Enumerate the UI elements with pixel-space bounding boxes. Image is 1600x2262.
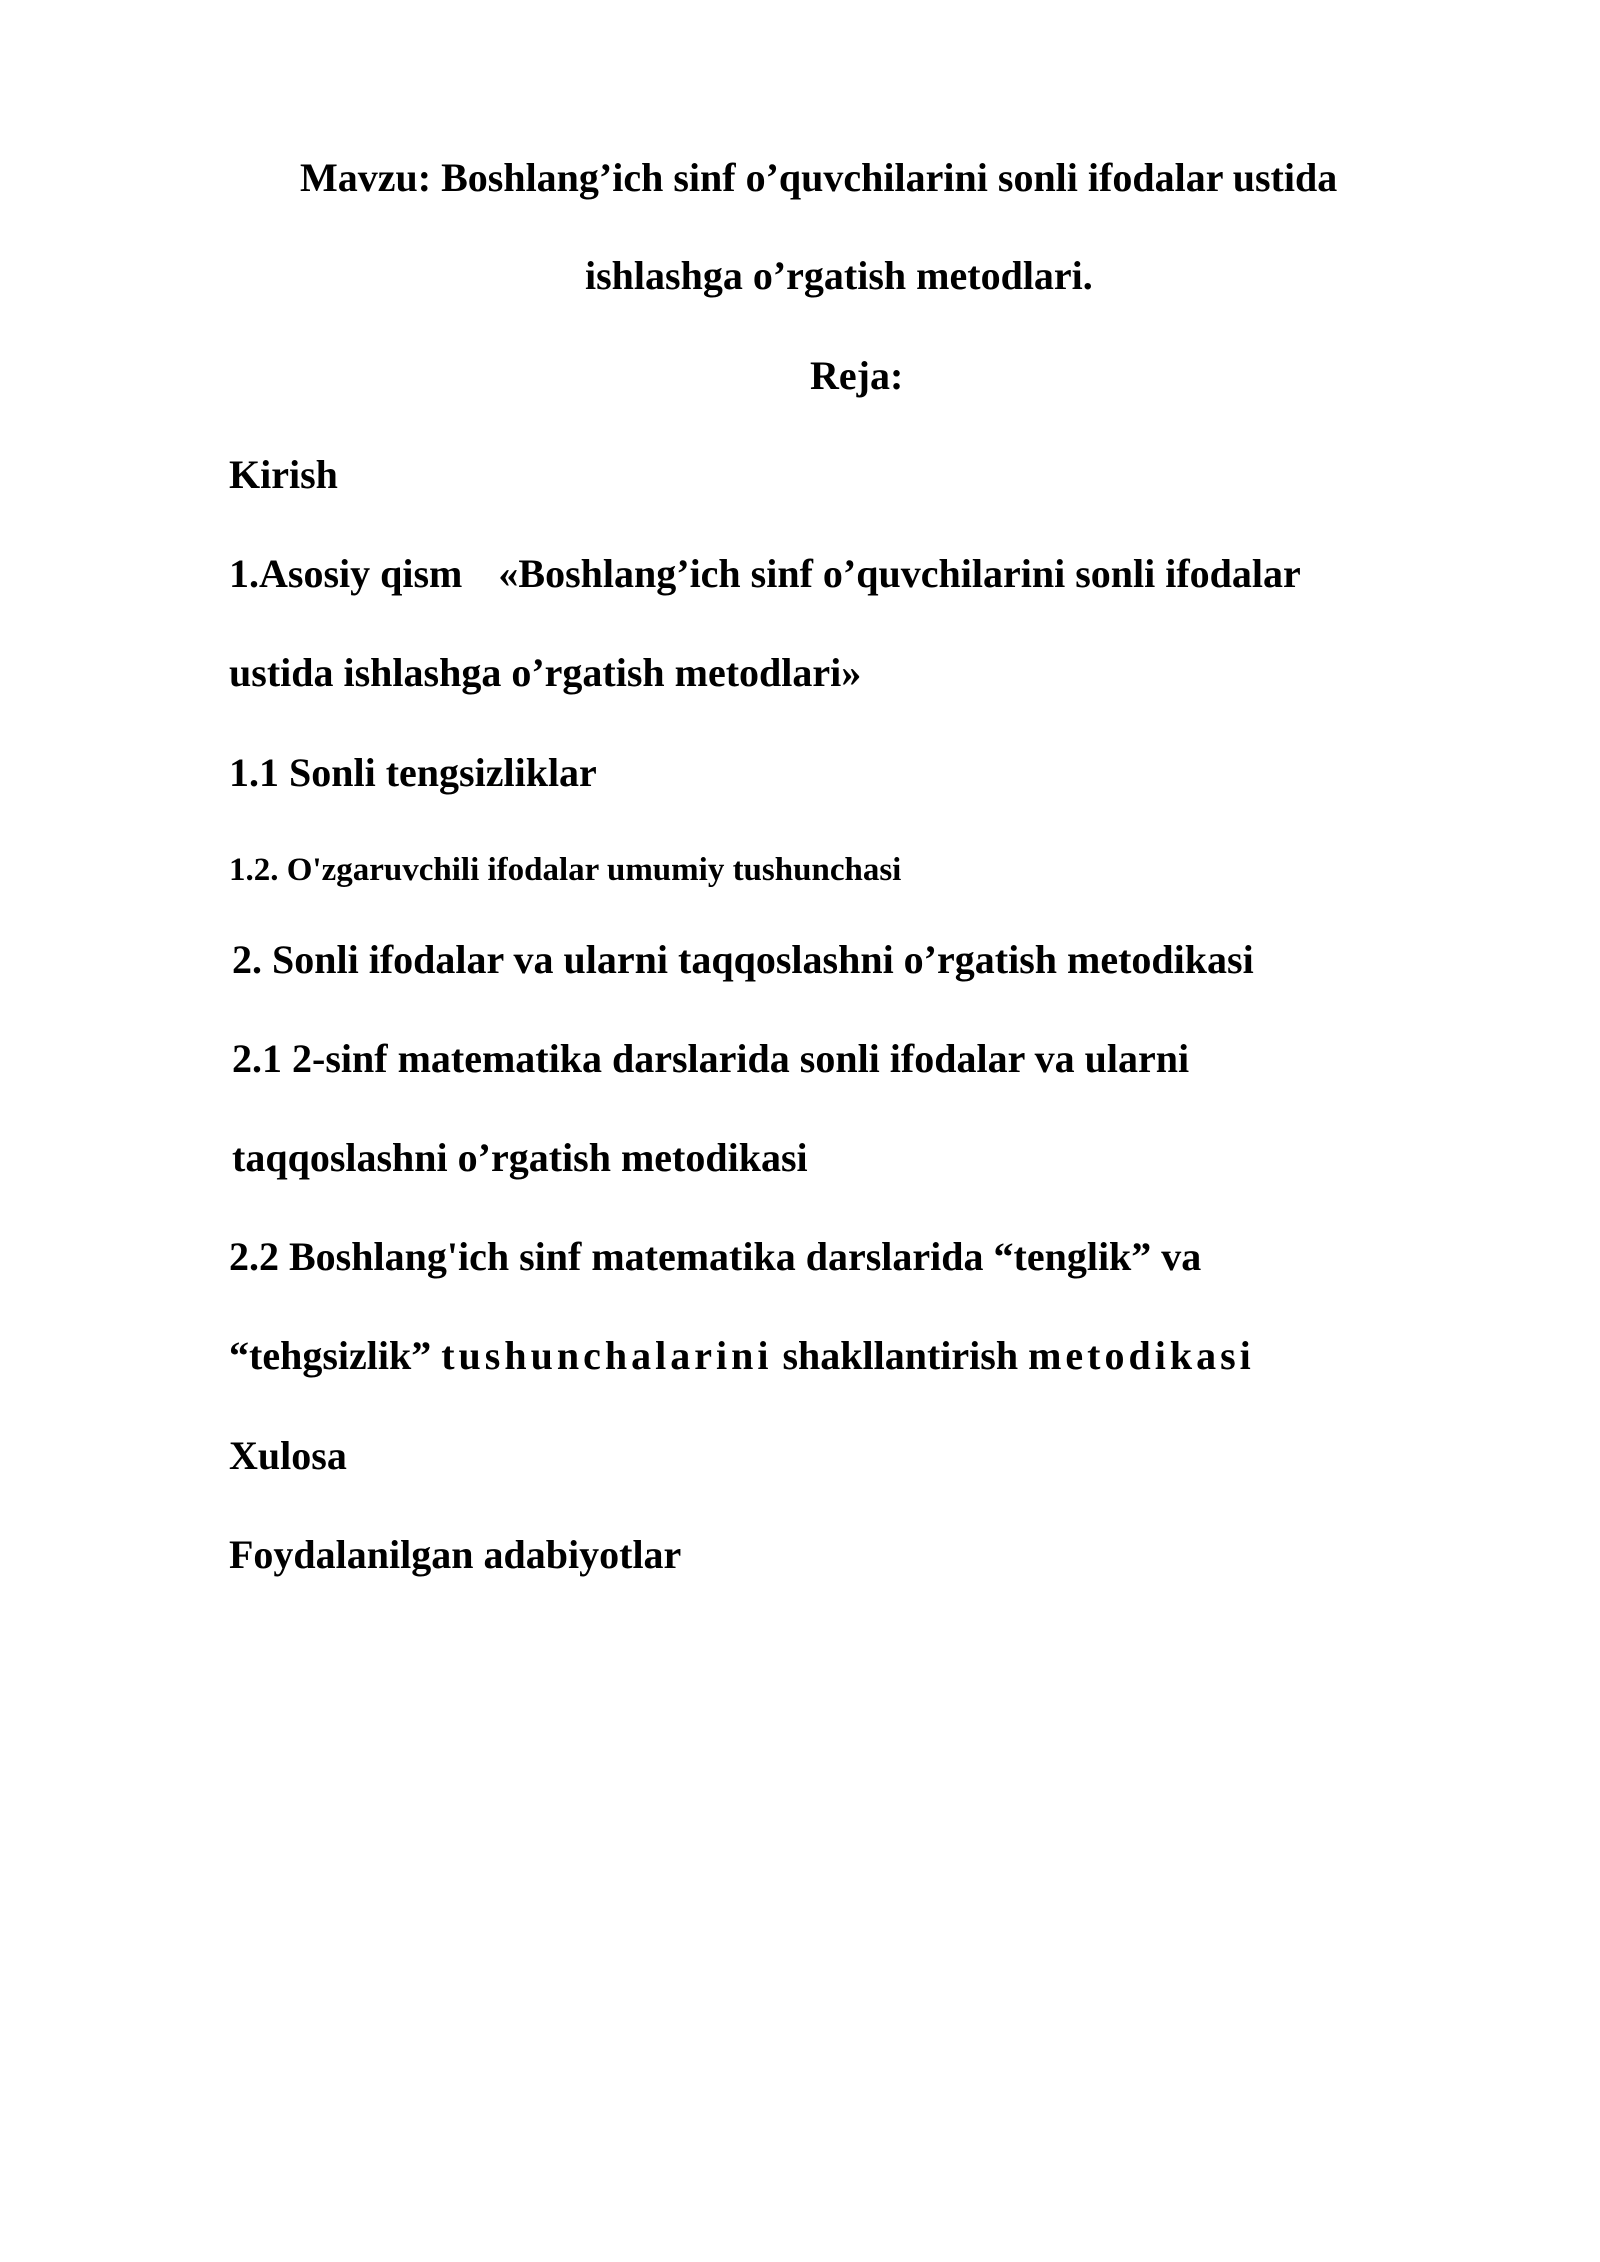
plan-item-1-line-1 [229,551,1301,596]
plan-item-2-2-line-2 [229,1333,1255,1378]
plan-item-2-2-part-d: metodikasi [1028,1333,1255,1378]
title-line-1: Mavzu: Boshlang’ich sinf o’quvchilarini sonli ifodalar ustida [300,155,1338,200]
plan-heading: Reja: [810,353,904,398]
plan-item-2: 2. Sonli ifodalar va ularni taqqoslashni o’rgatish metodikasi [232,937,1254,982]
plan-item-2-2-line-1: 2.2 Boshlang'ich sinf matematika darslarida “tenglik” va [229,1234,1202,1279]
plan-conclusion: Xulosa [229,1433,347,1478]
plan-item-1-line-2: ustida ishlashga o’rgatish metodlari» [229,650,862,695]
plan-item-1-prefix: 1.Asosiy qism [229,551,463,596]
plan-item-2-2-part-a: “tehgsizlik” [229,1333,432,1378]
plan-intro: Kirish [229,452,338,497]
plan-item-2-2-part-b: tushunchalarini [441,1333,773,1378]
plan-item-2-1-line-2: taqqoslashni o’rgatish metodikasi [232,1135,808,1180]
plan-item-2-2-part-c: shakllantirish [782,1333,1019,1378]
plan-item-1-title: «Boshlang’ich sinf o’quvchilarini sonli ifodalar [498,551,1301,596]
plan-item-1-2: 1.2. O'zgaruvchili ifodalar umumiy tushunchasi [229,852,902,888]
plan-references: Foydalanilgan adabiyotlar [229,1532,682,1577]
title-line-2: ishlashga o’rgatish metodlari. [585,253,1093,298]
plan-item-2-1-line-1: 2.1 2-sinf matematika darslarida sonli ifodalar va ularni [232,1036,1190,1081]
plan-item-1-1: 1.1 Sonli tengsizliklar [229,750,597,795]
